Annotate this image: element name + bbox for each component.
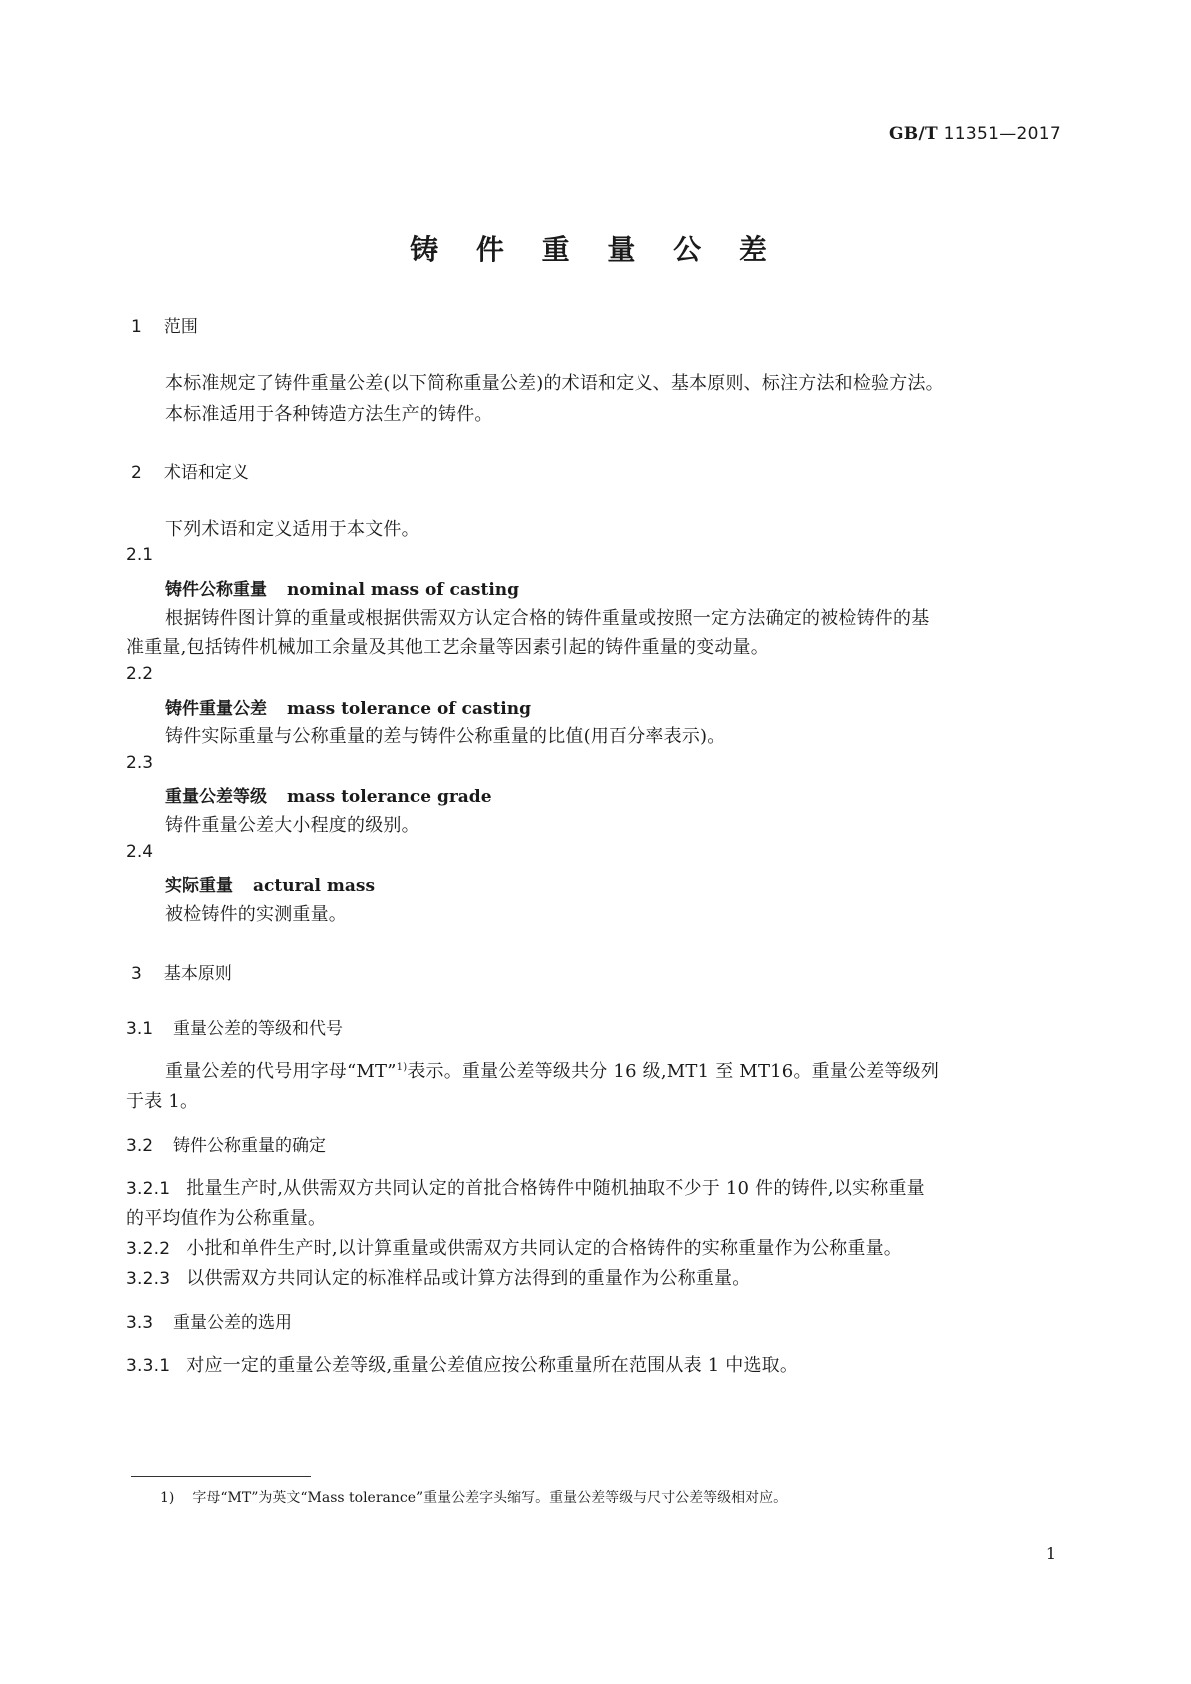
section-number: 2: [131, 463, 142, 483]
clause-text: 批量生产时,从供需双方共同认定的首批合格铸件中随机抽取不少于 10 件的铸件,以实称重量: [186, 1178, 925, 1199]
term-definition: 铸件重量公差大小程度的级别。: [165, 815, 420, 836]
paragraph: 于表 1。: [126, 1091, 199, 1112]
term-definition: 铸件实际重量与公称重量的差与铸件公称重量的比值(用百分率表示)。: [165, 726, 726, 747]
paragraph: 本标准适用于各种铸造方法生产的铸件。: [165, 404, 493, 425]
term-number: 2.4: [126, 842, 154, 862]
term-definition: 准重量,包括铸件机械加工余量及其他工艺余量等因素引起的铸件重量的变动量。: [126, 637, 769, 658]
clause-continuation: 的平均值作为公称重量。: [126, 1208, 327, 1229]
subsection-title: 铸件公称重量的确定: [173, 1136, 327, 1156]
paragraph: [165, 1057, 939, 1083]
clause: [126, 1351, 798, 1377]
term-en: mass tolerance grade: [287, 787, 492, 807]
standard-code-number: 11351—2017: [943, 124, 1061, 144]
document-title: 铸 件 重 量 公 差: [410, 233, 781, 266]
clause-number: 3.3.1: [126, 1356, 171, 1376]
clause-text: 对应一定的重量公差等级,重量公差值应按公称重量所在范围从表 1 中选取。: [186, 1355, 799, 1376]
term-definition: 根据铸件图计算的重量或根据供需双方认定合格的铸件重量或按照一定方法确定的被检铸件的基: [165, 608, 930, 629]
subsection-3-3-heading: [126, 1308, 292, 1333]
section-title: 基本原则: [163, 964, 232, 984]
subsection-number: 3.1: [126, 1019, 154, 1039]
clause-text: 以供需双方共同认定的标准样品或计算方法得到的重量作为公称重量。: [186, 1268, 751, 1289]
section-1-heading: [131, 312, 198, 337]
term-number: 2.3: [126, 753, 154, 773]
paragraph-text: 表示。重量公差等级共分 16 级,MT1 至 MT16。重量公差等级列: [407, 1061, 940, 1082]
subsection-3-2-heading: [126, 1131, 326, 1156]
term-entry: [165, 782, 492, 807]
term-definition: 被检铸件的实测重量。: [165, 904, 347, 925]
page-number: 1: [1045, 1544, 1056, 1563]
clause: [126, 1264, 750, 1290]
paragraph-text: 重量公差的代号用字母“MT”: [165, 1061, 397, 1082]
footnote-ref: 1): [396, 1062, 408, 1073]
term-number: 2.1: [126, 545, 154, 565]
subsection-title: 重量公差的选用: [173, 1313, 293, 1333]
term-entry: [165, 575, 519, 600]
clause-text: 小批和单件生产时,以计算重量或供需双方共同认定的合格铸件的实称重量作为公称重量。: [186, 1238, 902, 1259]
clause: [126, 1234, 902, 1260]
subsection-number: 3.3: [126, 1313, 154, 1333]
paragraph: 下列术语和定义适用于本文件。: [165, 519, 420, 540]
clause-number: 3.2.3: [126, 1269, 171, 1289]
footnote-rule: [131, 1476, 311, 1477]
term-en: mass tolerance of casting: [287, 699, 532, 719]
footnote-mark: 1): [160, 1490, 175, 1506]
subsection-3-1-heading: [126, 1014, 343, 1039]
standard-code-prefix: GB/T: [888, 124, 938, 144]
section-number: 1: [131, 317, 142, 337]
footnote-text: 字母“MT”为英文“Mass tolerance”重量公差字头缩写。重量公差等级与尺寸公差等级相对应。: [192, 1490, 788, 1506]
term-cn: 实际重量: [165, 876, 233, 896]
clause-number: 3.2.1: [126, 1179, 171, 1199]
section-title: 范围: [163, 317, 198, 337]
term-entry: [165, 871, 375, 896]
subsection-title: 重量公差的等级和代号: [173, 1019, 344, 1039]
section-title: 术语和定义: [163, 463, 249, 483]
footnote: [160, 1487, 787, 1507]
term-cn: 铸件公称重量: [165, 580, 267, 600]
paragraph: 本标准规定了铸件重量公差(以下简称重量公差)的术语和定义、基本原则、标注方法和检验方法。: [165, 373, 944, 394]
term-en: actural mass: [253, 876, 376, 896]
term-cn: 铸件重量公差: [165, 699, 267, 719]
section-3-heading: [131, 959, 232, 984]
standard-code: [889, 124, 1061, 144]
term-entry: [165, 694, 531, 719]
term-number: 2.2: [126, 664, 154, 684]
clause-number: 3.2.2: [126, 1239, 171, 1259]
section-number: 3: [131, 964, 142, 984]
clause: [126, 1174, 925, 1200]
term-en: nominal mass of casting: [287, 580, 520, 600]
term-cn: 重量公差等级: [165, 787, 267, 807]
section-2-heading: [131, 458, 249, 483]
subsection-number: 3.2: [126, 1136, 154, 1156]
